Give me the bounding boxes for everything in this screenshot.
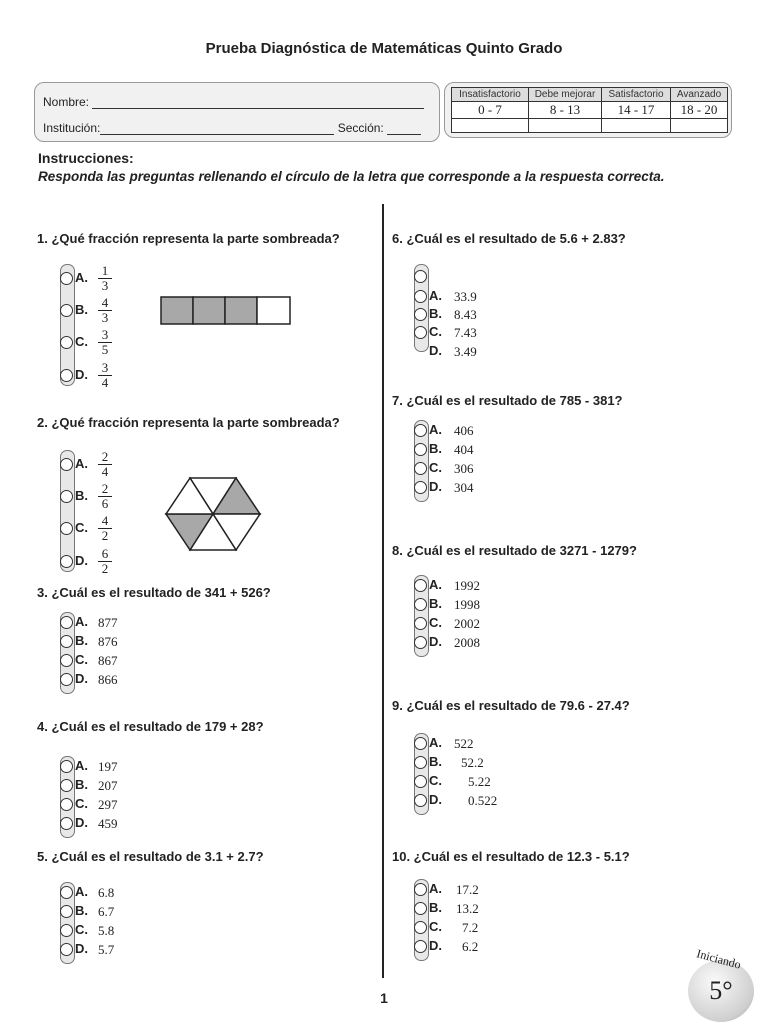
question-8: 8. ¿Cuál es el resultado de 3271 - 1279? [392, 543, 637, 558]
fraction: $\frac{4}{3}$ [98, 296, 112, 325]
bubble-b[interactable] [60, 490, 73, 503]
bubble-c[interactable] [60, 654, 73, 667]
fraction: $\frac{2}{6}$ [98, 482, 112, 511]
name-label: Nombre: [43, 95, 90, 109]
fraction: $\frac{4}{2}$ [98, 514, 112, 543]
bubble-b[interactable] [414, 308, 427, 321]
fraction: $\frac{6}{2}$ [98, 547, 112, 576]
name-row [43, 95, 424, 109]
page-title: Prueba Diagnóstica de Matemáticas Quinto Grado [205, 40, 563, 57]
bubble-a[interactable] [414, 579, 427, 592]
section-label: Sección: [337, 121, 384, 135]
institution-field[interactable] [100, 122, 334, 135]
bubble-c[interactable] [414, 462, 427, 475]
bubble-b[interactable] [60, 905, 73, 918]
bubble-a[interactable] [414, 737, 427, 750]
bubble-a[interactable] [60, 886, 73, 899]
bubble-c[interactable] [60, 336, 73, 349]
hexagon-fraction-figure [158, 474, 268, 554]
instructions-text: Responda las preguntas rellenando el círculo de la letra que corresponde a la respuesta correcta. [38, 169, 665, 184]
bubble-c[interactable] [60, 522, 73, 535]
section-field[interactable] [387, 122, 421, 135]
question-2: 2. ¿Qué fracción representa la parte sombreada? [37, 415, 340, 430]
bubble-d[interactable] [60, 555, 73, 568]
bubble-d[interactable] [414, 794, 427, 807]
question-4: 4. ¿Cuál es el resultado de 179 + 28? [37, 719, 264, 734]
score-header: Debe mejorar [529, 88, 602, 102]
bar-fraction-figure [160, 296, 292, 326]
question-3: 3. ¿Cuál es el resultado de 341 + 526? [37, 585, 271, 600]
question-7: 7. ¿Cuál es el resultado de 785 - 381? [392, 393, 623, 408]
score-cell[interactable] [602, 119, 671, 133]
badge-grade: 5° [709, 976, 733, 1005]
score-cell[interactable] [671, 119, 728, 133]
bubble-d[interactable] [60, 817, 73, 830]
score-header: Satisfactorio [602, 88, 671, 102]
bubble-c[interactable] [414, 617, 427, 630]
bubble-d[interactable] [60, 943, 73, 956]
badge-text: Iniciando [695, 946, 743, 972]
bubble-d[interactable] [414, 481, 427, 494]
institution-row [43, 121, 421, 135]
column-divider [382, 204, 384, 978]
bubble-b[interactable] [60, 779, 73, 792]
score-table [451, 87, 728, 133]
bubble-a[interactable] [60, 458, 73, 471]
score-header: Avanzado [671, 88, 728, 102]
bubble-extra[interactable] [414, 270, 427, 283]
bubble-c[interactable] [414, 326, 427, 339]
fraction: $\frac{3}{5}$ [98, 328, 112, 357]
score-cell[interactable] [529, 119, 602, 133]
question-1: 1. ¿Qué fracción representa la parte sombreada? [37, 231, 340, 246]
bubble-a[interactable] [60, 760, 73, 773]
student-info-box [34, 82, 440, 142]
bubble-a[interactable] [60, 272, 73, 285]
bubble-d[interactable] [60, 673, 73, 686]
bubble-b[interactable] [414, 598, 427, 611]
institution-label: Institución: [43, 121, 101, 135]
bubble-c[interactable] [414, 775, 427, 788]
score-range: 8 - 13 [529, 102, 602, 119]
fraction: $\frac{2}{4}$ [98, 450, 112, 479]
page-number: 1 [380, 990, 388, 1006]
score-header: Insatisfactorio [452, 88, 529, 102]
score-range: 0 - 7 [452, 102, 529, 119]
score-range: 18 - 20 [671, 102, 728, 119]
score-table-box [444, 82, 732, 138]
grade-badge [688, 946, 754, 1022]
bubble-b[interactable] [60, 635, 73, 648]
question-9: 9. ¿Cuál es el resultado de 79.6 - 27.4? [392, 698, 630, 713]
bubble-b[interactable] [414, 756, 427, 769]
question-10: 10. ¿Cuál es el resultado de 12.3 - 5.1? [392, 849, 630, 864]
bubble-c[interactable] [60, 924, 73, 937]
instructions-heading: Instrucciones: [38, 150, 134, 166]
bubble-b[interactable] [414, 902, 427, 915]
score-cell[interactable] [452, 119, 529, 133]
bubble-a[interactable] [414, 883, 427, 896]
bubble-a[interactable] [414, 424, 427, 437]
fraction: $\frac{1}{3}$ [98, 264, 112, 293]
bubble-a[interactable] [414, 290, 427, 303]
bubble-c[interactable] [414, 921, 427, 934]
bubble-b[interactable] [414, 443, 427, 456]
bubble-c[interactable] [60, 798, 73, 811]
score-range: 14 - 17 [602, 102, 671, 119]
question-6: 6. ¿Cuál es el resultado de 5.6 + 2.83? [392, 231, 626, 246]
bubble-a[interactable] [60, 616, 73, 629]
bubble-d[interactable] [414, 940, 427, 953]
bubble-b[interactable] [60, 304, 73, 317]
bubble-d[interactable] [414, 636, 427, 649]
name-field[interactable] [92, 96, 424, 109]
question-5: 5. ¿Cuál es el resultado de 3.1 + 2.7? [37, 849, 264, 864]
fraction: $\frac{3}{4}$ [98, 361, 112, 390]
bubble-d[interactable] [60, 369, 73, 382]
